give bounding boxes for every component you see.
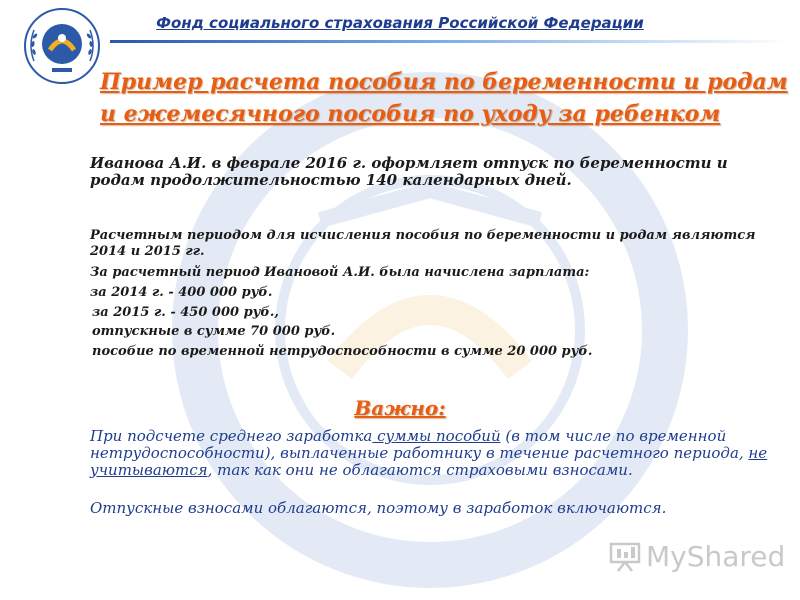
organization-name: Фонд социального страхования Российской Федерации <box>156 14 644 32</box>
important-paragraph-2: Отпускные взносами облагаются, поэтому в заработок включаются. <box>90 499 667 517</box>
example-intro: Иванова А.И. в феврале 2016 г. оформляет отпуск по беременности и родам продолжительностью 140 календарных дней. <box>90 154 728 189</box>
important-text-a: При подсчете среднего заработка <box>90 427 373 445</box>
important-text-e: , так как они не облагаются страховыми взносами. <box>207 461 633 479</box>
myshared-watermark <box>608 536 785 576</box>
salary-2015: за 2015 г. - 450 000 руб., <box>92 305 279 320</box>
important-paragraph-1 <box>90 428 780 479</box>
header-divider <box>110 40 792 43</box>
salary-2014: за 2014 г. - 400 000 руб. <box>90 285 273 300</box>
title-line-1: Пример расчета пособия по беременности и родам <box>100 69 788 95</box>
example-period: Расчетным периодом для исчисления пособия по беременности и родам являются 2014 и 2015 гг. <box>90 228 756 259</box>
title-line-2: и ежемесячного пособия по уходу за ребенком <box>100 101 721 127</box>
myshared-text: MyShared <box>646 539 786 573</box>
salary-intro: За расчетный период Ивановой А.И. была начислена зарплата: <box>90 265 590 280</box>
slide-title <box>100 66 790 130</box>
important-text-c: (в том числе по временной нетрудоспособности), выплаченные работнику в течение расчетного периода, <box>90 427 749 462</box>
important-heading: Важно: <box>354 396 446 420</box>
sick-pay: пособие по временной нетрудоспособности в сумме 20 000 руб. <box>92 344 593 359</box>
important-text-b: суммы пособий <box>372 427 501 445</box>
vacation-pay: отпускные в сумме 70 000 руб. <box>92 324 336 339</box>
important-text-d: не учитываются <box>90 444 768 479</box>
presentation-board-icon <box>608 539 642 573</box>
